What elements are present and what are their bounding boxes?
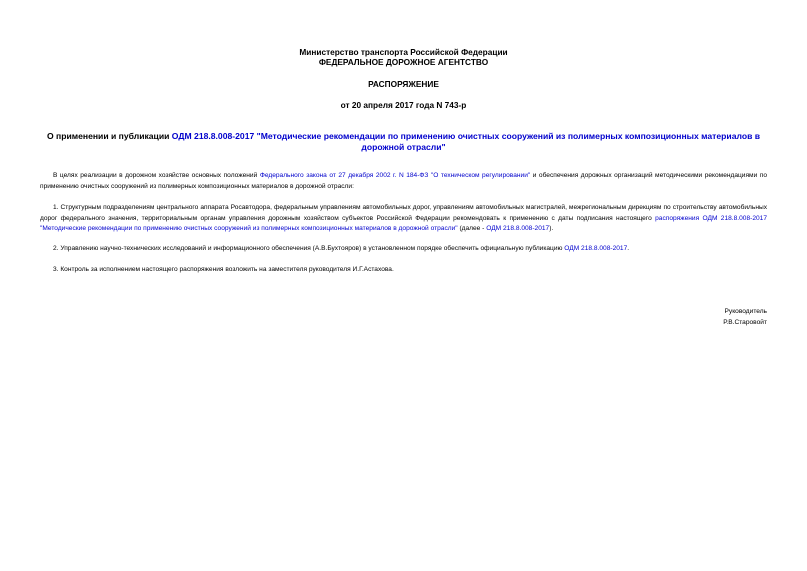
item-2-paragraph	[40, 244, 767, 255]
title-odm-link[interactable]: ОДМ 218.8.008-2017 "Методические рекомендации по применению очистных сооружений из полимерных композиционных материалов в дорожной отрасли"	[171, 131, 761, 152]
document-title	[40, 131, 767, 153]
doc-date-number: от 20 апреля 2017 года N 743-р	[340, 100, 467, 110]
preamble-text-1: В целях реализации в дорожном хозяйстве основных положений	[53, 172, 260, 179]
order-odm-link[interactable]: распоряжения ОДМ 218.8.008-2017 "Методические рекомендации по применению очистных сооружений из полимерных композиционных материалов в дорожной отрасли"	[40, 214, 767, 232]
odm-short-link[interactable]: ОДМ 218.8.008-2017	[486, 225, 550, 232]
item-1-paragraph	[40, 203, 767, 235]
item-2-text-1: 2. Управлению научно-технических исследований и информационного обеспечения (А.В.Бухтояров) в установленном порядке обеспечить официальную публикацию	[53, 245, 565, 252]
item-1-text-1: 1. Структурным подразделениям центрального аппарата Росавтодора, федеральным управлениям автомобильных дорог, управлениям автомобильных магистралей, межрегиональным дирекциям по строительству автомобильных дорог федерального значения, территориальным органам управления дорожным хозяйством субъектов Российской Федерации рекомендовать к применению с даты подписания настоящего	[40, 204, 767, 222]
preamble-text-2: и обеспечения дорожных организаций методическими рекомендациями по применению очистных сооружений из полимерных композиционных материалов в дорожной отрасли:	[40, 172, 768, 190]
signature-name: Р.В.Старовойт	[723, 319, 767, 326]
doc-type: РАСПОРЯЖЕНИЕ	[368, 79, 439, 89]
signature-position: Руководитель	[724, 308, 767, 315]
federal-law-link[interactable]: Федерального закона от 27 декабря 2002 г. N 184-ФЗ "О техническом регулировании"	[259, 172, 531, 179]
item-1-text-2: (далее -	[457, 225, 487, 232]
item-3-paragraph	[40, 265, 767, 276]
ministry-name: Министерство транспорта Российской Федерации	[299, 47, 508, 57]
item-2-text-2: .	[627, 245, 630, 252]
preamble-paragraph	[40, 171, 767, 192]
odm-publication-link[interactable]: ОДМ 218.8.008-2017	[564, 245, 628, 252]
title-prefix: О применении и публикации	[46, 131, 172, 141]
agency-name: ФЕДЕРАЛЬНОЕ ДОРОЖНОЕ АГЕНТСТВО	[318, 57, 489, 67]
item-1-text-3: ).	[549, 225, 554, 232]
item-3-text: 3. Контроль за исполнением настоящего распоряжения возложить на заместителя руководителя И.Г.Астахова.	[53, 266, 394, 273]
